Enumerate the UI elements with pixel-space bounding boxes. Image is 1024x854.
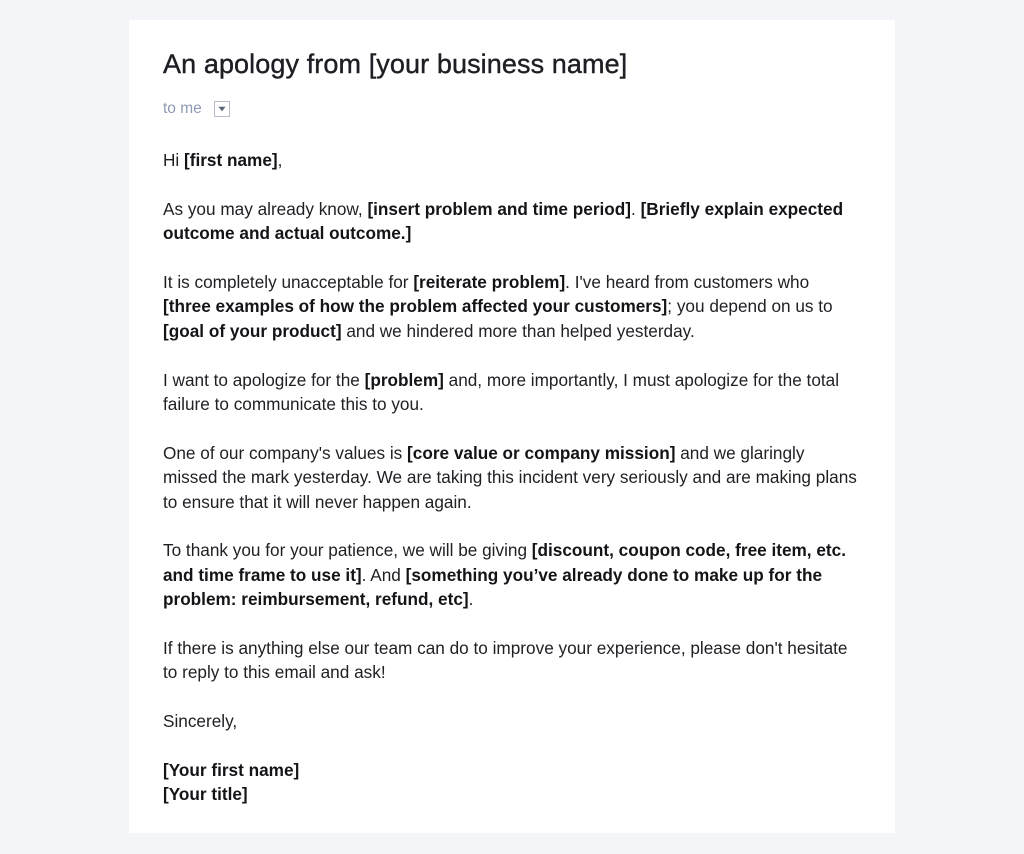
- p1-placeholder-1: [insert problem and time period]: [367, 198, 632, 219]
- p2-placeholder-2: [three examples of how the problem affected your customers]: [163, 296, 668, 317]
- p2-text-1: It is completely unacceptable for: [163, 272, 414, 292]
- p2-placeholder-1: [reiterate problem]: [413, 272, 566, 292]
- placeholder-first-name: [first name]: [184, 150, 278, 170]
- signature-name: [Your first name]: [163, 760, 300, 781]
- p4-text-1: One of our company's values is: [163, 442, 408, 463]
- paragraph-3: [163, 368, 861, 417]
- p5-text-3: .: [468, 589, 474, 610]
- sign-off: Sincerely,: [163, 711, 238, 732]
- recipient-label: to me: [163, 100, 202, 117]
- signature-block: [163, 758, 861, 807]
- p2-text-2: . I've heard from customers who: [565, 272, 810, 292]
- greeting-paragraph: [163, 148, 861, 172]
- p2-placeholder-3: [goal of your product]: [163, 320, 342, 341]
- p5-text-1: To thank you for your patience, we will be giving: [163, 540, 532, 561]
- p5-text-2: . And: [361, 564, 406, 585]
- paragraph-4: [163, 441, 861, 514]
- p1-placeholder-2: [Briefly explain expected outcome and actual outcome.]: [163, 198, 844, 244]
- recipient-details-button[interactable]: [214, 101, 230, 117]
- p1-text-1: As you may already know,: [163, 198, 368, 219]
- p1-text-2: .: [631, 198, 641, 219]
- p4-placeholder-1: [core value or company mission]: [407, 442, 676, 463]
- caret-down-icon: [218, 106, 226, 112]
- greeting-text: Hi: [163, 150, 185, 170]
- signature-title: [Your title]: [163, 784, 248, 805]
- recipient-row: [163, 99, 861, 119]
- p3-text-2: and, more importantly, I must apologize for the total failure to communicate this to you.: [163, 369, 840, 415]
- email-subject: An apology from [your business name]: [163, 49, 628, 79]
- p3-placeholder-1: [problem]: [364, 369, 444, 390]
- email-body: [163, 148, 861, 807]
- p5-placeholder-1: [discount, coupon code, free item, etc. and time frame to use it]: [163, 540, 846, 585]
- paragraph-6: If there is anything else our team can do to improve your experience, please don't hesitate to reply to this email and ask!: [163, 638, 848, 683]
- paragraph-1: [163, 197, 861, 246]
- p4-text-2: and we glaringly missed the mark yesterday. We are taking this incident very seriously and are making plans to ensure that it will never happen again.: [163, 442, 857, 512]
- paragraph-5: [163, 538, 861, 611]
- paragraph-2: [163, 270, 861, 343]
- p5-placeholder-2: [something you’ve already done to make up for the problem: reimbursement, refund, etc]: [163, 564, 823, 610]
- p2-text-3: ; you depend on us to: [667, 296, 833, 317]
- p2-text-4: and we hindered more than helped yesterday.: [341, 320, 695, 341]
- p3-text-1: I want to apologize for the: [163, 369, 365, 390]
- email-card: [129, 20, 895, 833]
- greeting-comma: ,: [277, 150, 283, 170]
